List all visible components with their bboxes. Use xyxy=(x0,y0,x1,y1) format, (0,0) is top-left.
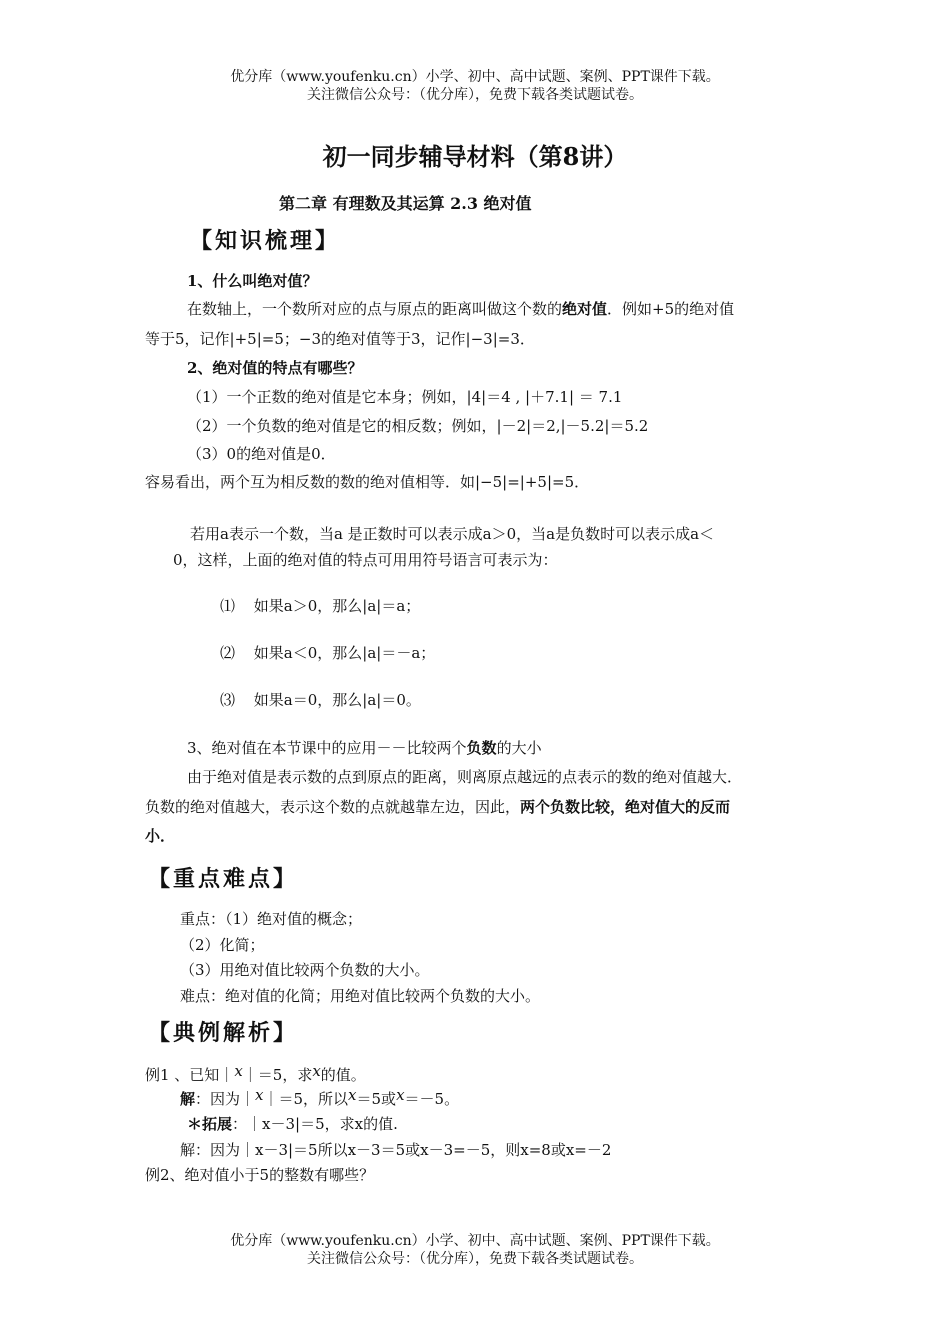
header-line-2: 关注微信公众号：（优分库），免费下载各类试题试卷。 xyxy=(307,87,643,103)
focus-line-3: （3）用绝对值比较两个负数的大小。 xyxy=(180,961,430,979)
definition-term: 绝对值 xyxy=(562,300,608,318)
extension-label: ＊拓展 xyxy=(187,1115,233,1133)
solution-part-d: ＝－5。 xyxy=(404,1090,460,1108)
focus-line-4: 难点：绝对值的化简；用绝对值比较两个负数的大小。 xyxy=(180,987,541,1005)
question-3-post: 的大小 xyxy=(496,739,542,757)
focus-line-2: （2）化简； xyxy=(180,936,265,954)
example-1-part-c: 的值。 xyxy=(320,1066,366,1084)
compare-line-2-pre: 负数的绝对值越大，表示这个数的点就越靠左边，因此， xyxy=(145,798,521,816)
header-line-1: 优分库（www.youfenku.cn）小学、初中、高中试题、案例、PPT课件下载。 xyxy=(230,69,720,85)
question-1: 1、什么叫绝对值？ xyxy=(187,272,318,290)
compare-line-3: 小． xyxy=(145,827,176,845)
solution-part-a: ：因为｜ xyxy=(195,1090,256,1108)
example-1-part-a: 例1 、已知｜ xyxy=(145,1066,235,1084)
chapter-subtitle: 第二章 有理数及其运算 2.3 绝对值 xyxy=(279,194,532,213)
variable-x: x xyxy=(396,1086,405,1104)
footer-line-1: 优分库（www.youfenku.cn）小学、初中、高中试题、案例、PPT课件下载。 xyxy=(230,1233,720,1249)
solution-1 xyxy=(180,1086,460,1109)
solution-part-b: ｜＝5，所以 xyxy=(263,1090,349,1108)
page-title: 初一同步辅导材料（第8讲） xyxy=(322,142,628,171)
case-2 xyxy=(220,643,435,663)
question-3 xyxy=(187,738,542,758)
case-2-text: 如果a＜0，那么|a|＝－a； xyxy=(253,644,436,662)
definition-post: ．例如+5的绝对值 xyxy=(607,300,735,318)
property-3: （3）0的绝对值是0． xyxy=(187,445,336,463)
definition-line-1 xyxy=(187,299,734,319)
extension-text: ：｜x－3|＝5，求x的值. xyxy=(232,1115,398,1133)
compare-line-2 xyxy=(145,797,730,817)
symbol-intro-line-2: 0，这样，上面的绝对值的特点可用用符号语言可表示为： xyxy=(173,551,558,569)
compare-line-2-bold: 两个负数比较，绝对值大的反而 xyxy=(520,798,731,816)
case-1-number: ⑴ xyxy=(220,597,236,615)
symbol-intro-line-1: 若用a表示一个数，当a 是正数时可以表示成a＞0，当a是负数时可以表示成a＜ xyxy=(190,525,715,543)
case-3-number: ⑶ xyxy=(220,691,236,709)
example-1-part-b: ｜＝5，求 xyxy=(242,1066,313,1084)
definition-pre: 在数轴上，一个数所对应的点与原点的距离叫做这个数的 xyxy=(187,300,563,318)
case-2-number: ⑵ xyxy=(220,644,236,662)
variable-x: x xyxy=(312,1062,321,1080)
compare-line-1: 由于绝对值是表示数的点到原点的距离，则离原点越远的点表示的数的绝对值越大． xyxy=(187,768,743,786)
case-1-text: 如果a＞0，那么|a|＝a； xyxy=(253,597,421,615)
question-2: 2、绝对值的特点有哪些？ xyxy=(187,359,363,377)
extension-solution: 解：因为｜x－3|＝5所以x－3＝5或x－3=－5，则x=8或x=－2 xyxy=(180,1141,612,1159)
section-heading-focus: 【重点难点】 xyxy=(148,866,299,892)
example-2: 例2、绝对值小于5的整数有哪些？ xyxy=(145,1166,375,1184)
example-1 xyxy=(145,1062,366,1085)
variable-x: x xyxy=(234,1062,243,1080)
question-3-pre: 3、绝对值在本节课中的应用－－比较两个 xyxy=(187,739,467,757)
property-note: 容易看出，两个互为相反数的数的绝对值相等．如|−5|=|+5|=5． xyxy=(145,473,590,491)
question-3-term: 负数 xyxy=(466,739,497,757)
solution-part-c: ＝5或 xyxy=(356,1090,397,1108)
case-1 xyxy=(220,596,420,616)
section-heading-knowledge: 【知识梳理】 xyxy=(190,228,341,254)
variable-x: x xyxy=(348,1086,357,1104)
section-heading-examples: 【典例解析】 xyxy=(148,1020,299,1046)
definition-line-2: 等于5，记作|+5|=5；−3的绝对值等于3，记作|−3|=3． xyxy=(145,330,535,348)
property-1: （1）一个正数的绝对值是它本身；例如，|4|＝4 , |＋7.1| ＝ 7.1 xyxy=(187,388,623,406)
case-3 xyxy=(220,690,421,710)
footer-line-2: 关注微信公众号：（优分库），免费下载各类试题试卷。 xyxy=(307,1251,643,1267)
focus-line-1: 重点：（1）绝对值的概念； xyxy=(180,910,363,928)
case-3-text: 如果a＝0，那么|a|＝0。 xyxy=(253,691,421,709)
extension xyxy=(187,1114,398,1134)
variable-x: x xyxy=(255,1086,264,1104)
solution-label: 解 xyxy=(180,1090,196,1108)
property-2: （2）一个负数的绝对值是它的相反数；例如，|－2|＝2,|－5.2|＝5.2 xyxy=(187,417,649,435)
